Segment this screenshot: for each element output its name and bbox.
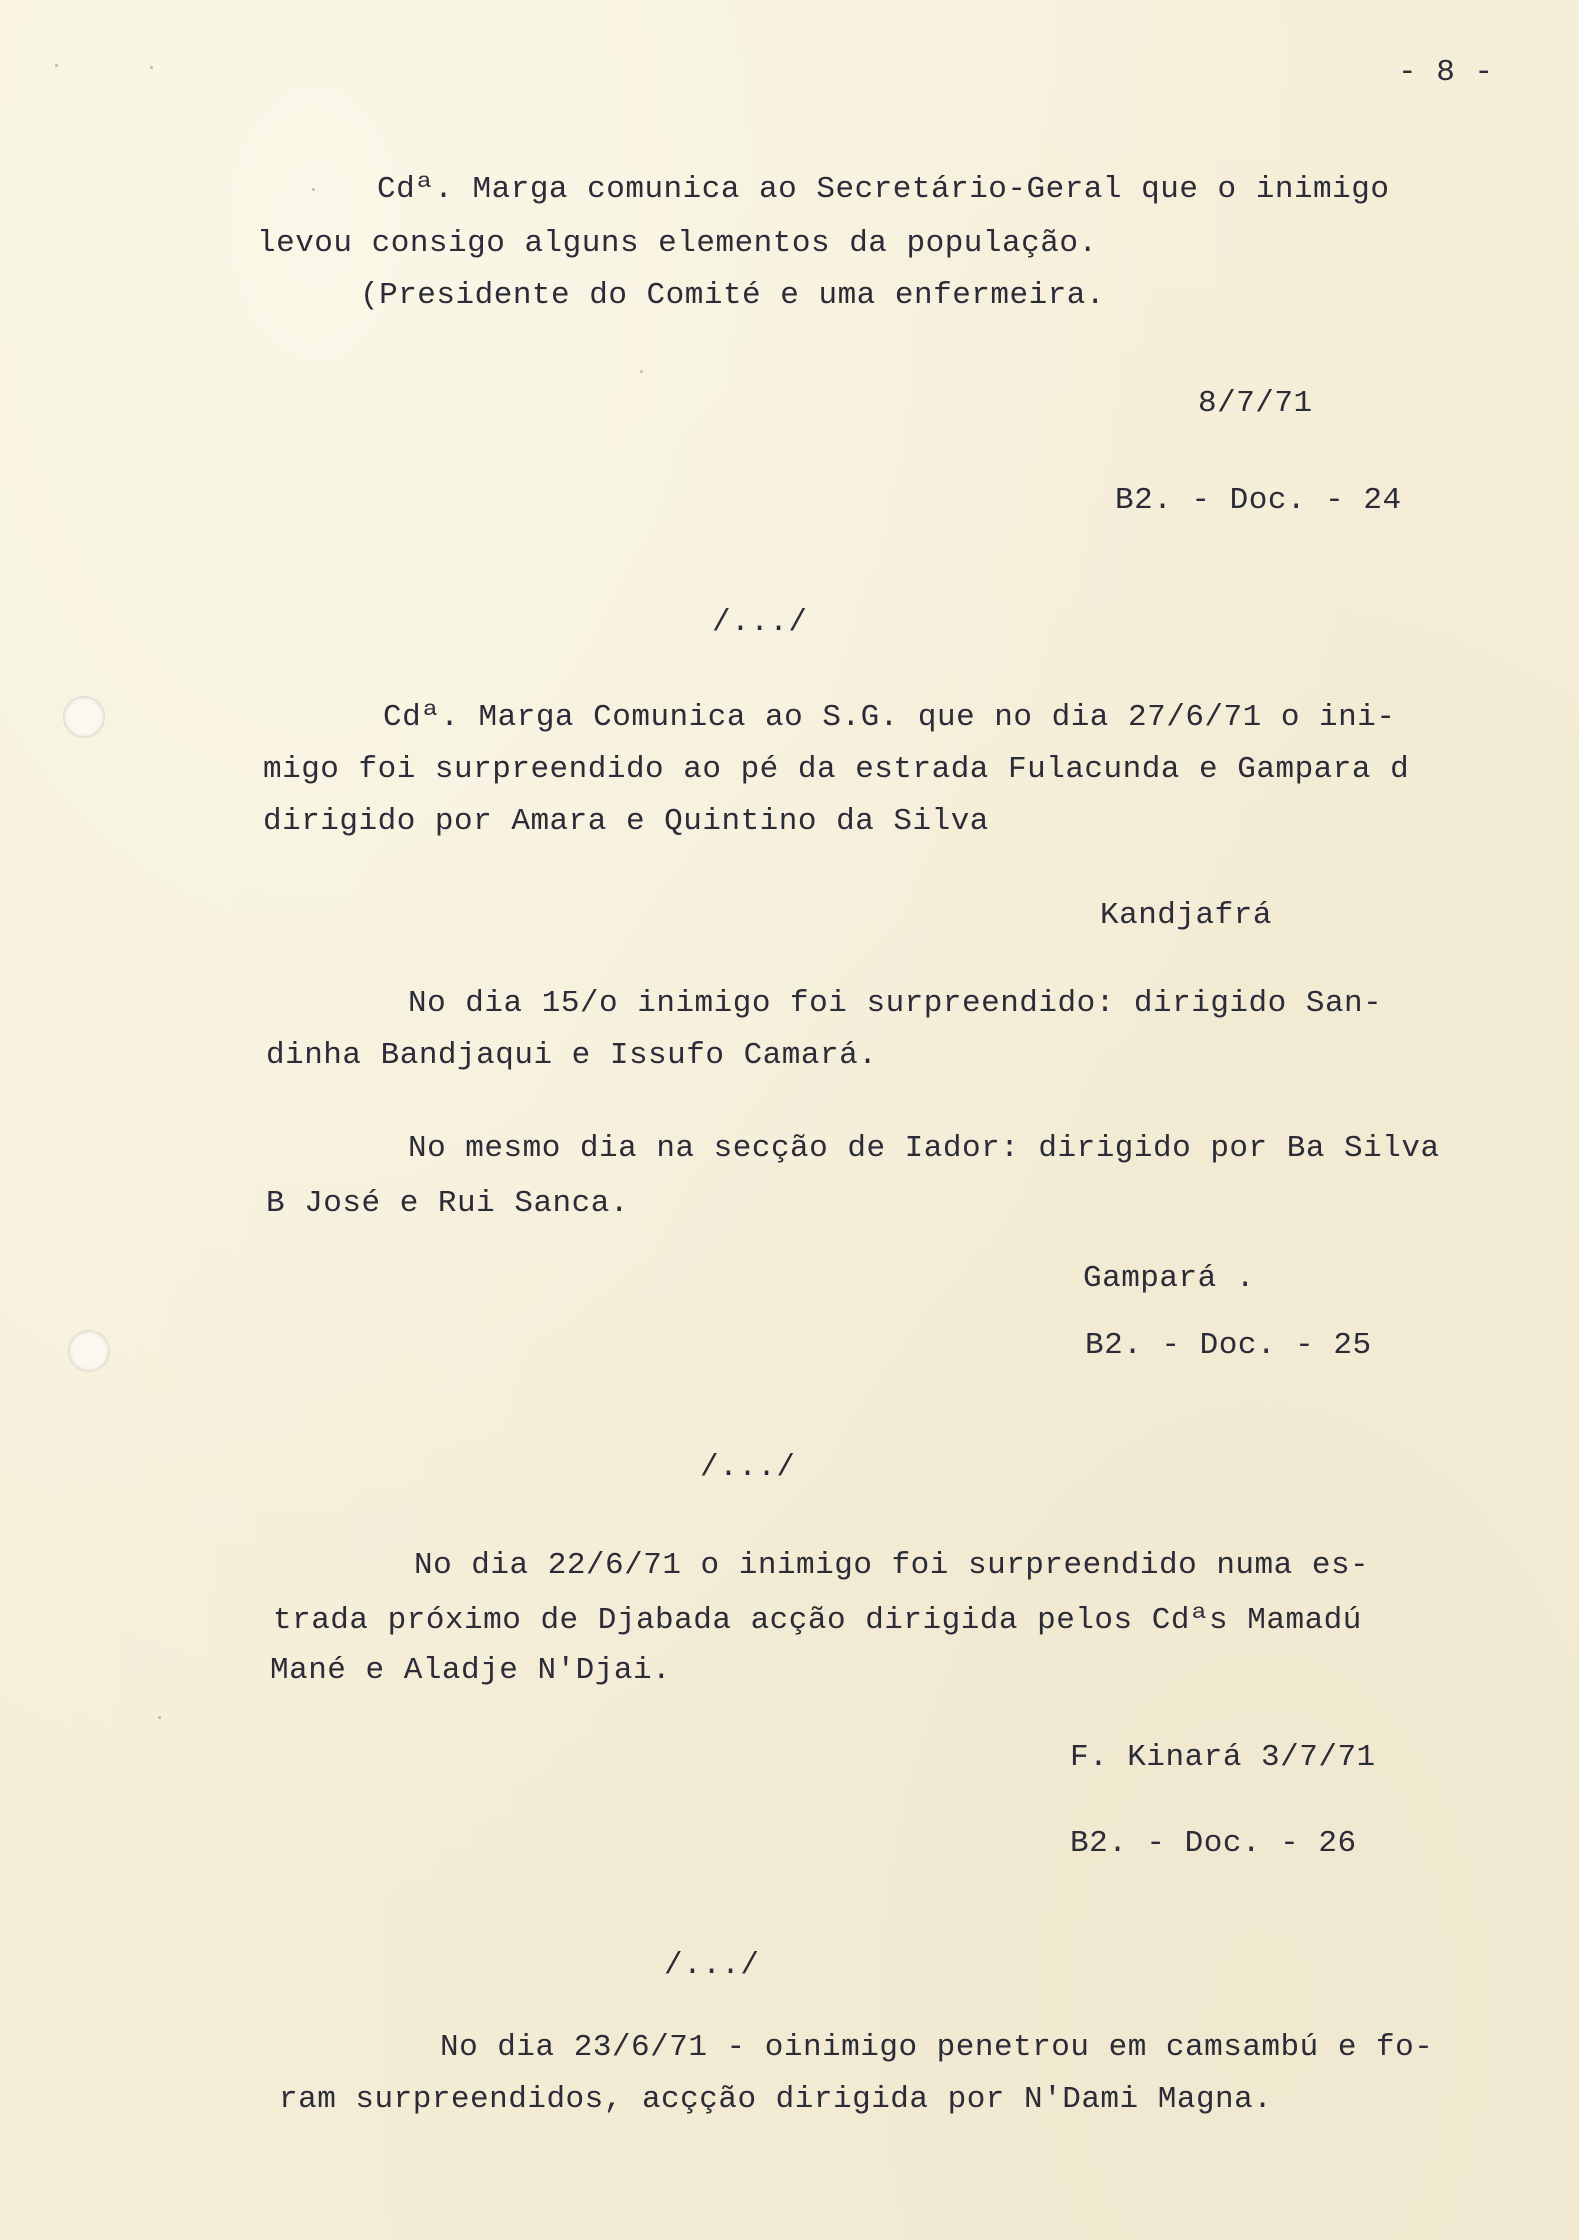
- place-name: Gampará .: [1083, 1261, 1255, 1296]
- ellipsis-separator: /.../: [664, 1948, 760, 1983]
- text-line: No dia 23/6/71 - oinimigo penetrou em camsambú e fo-: [440, 2030, 1434, 2065]
- text-line: No dia 15/o inimigo foi surpreendido: dirigido San-: [408, 986, 1383, 1021]
- paper-speck: [312, 188, 315, 191]
- text-line: dirigido por Amara e Quintino da Silva: [263, 804, 989, 839]
- punch-hole-top: [63, 696, 105, 738]
- text-line: Cdª. Marga Comunica ao S.G. que no dia 27/6/71 o ini-: [383, 700, 1396, 735]
- text-line: No dia 22/6/71 o inimigo foi surpreendido numa es-: [414, 1548, 1370, 1583]
- text-line: trada próximo de Djabada acção dirigida pelos Cdªs Mamadú: [273, 1603, 1362, 1638]
- text-line: No mesmo dia na secção de Iador: dirigido por Ba Silva: [408, 1131, 1440, 1166]
- text-line: B José e Rui Sanca.: [266, 1186, 629, 1221]
- text-line: Cdª. Marga comunica ao Secretário-Geral que o inimigo: [377, 172, 1390, 207]
- paper-speck: [55, 64, 58, 67]
- text-line: ram surpreendidos, acçção dirigida por N'Dami Magna.: [279, 2082, 1273, 2117]
- ellipsis-separator: /.../: [700, 1450, 796, 1485]
- date-line: 8/7/71: [1198, 386, 1313, 421]
- text-line: levou consigo alguns elementos da população.: [257, 226, 1098, 261]
- document-reference: B2. - Doc. - 25: [1085, 1328, 1372, 1363]
- paper-speck: [640, 370, 643, 373]
- punch-hole-bottom: [68, 1330, 110, 1372]
- text-line: dinha Bandjaqui e Issufo Camará.: [266, 1038, 878, 1073]
- paper-speck: [158, 1716, 161, 1719]
- page-number: - 8 -: [1398, 55, 1494, 90]
- text-line: Mané e Aladje N'Djai.: [270, 1653, 672, 1688]
- text-line: (Presidente do Comité e uma enfermeira.: [360, 278, 1106, 313]
- document-reference: B2. - Doc. - 26: [1070, 1826, 1357, 1861]
- text-line: migo foi surpreendido ao pé da estrada Fulacunda e Gampara d: [263, 752, 1410, 787]
- place-date-line: F. Kinará 3/7/71: [1070, 1740, 1376, 1775]
- ellipsis-separator: /.../: [712, 605, 808, 640]
- document-reference: B2. - Doc. - 24: [1115, 483, 1402, 518]
- place-name: Kandjafrá: [1100, 898, 1272, 933]
- paper-speck: [150, 66, 153, 69]
